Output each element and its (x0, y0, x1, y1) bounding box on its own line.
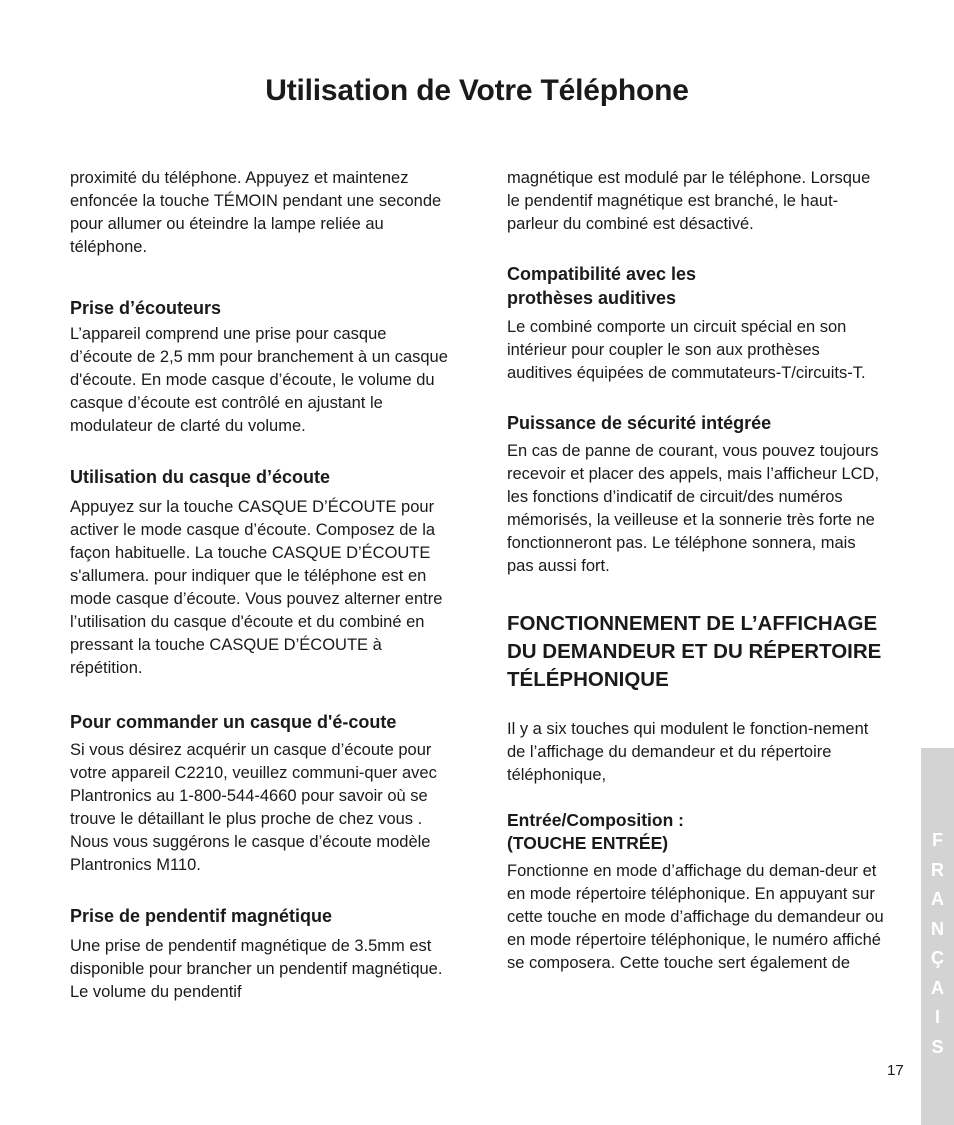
section-body-power-safety: En cas de panne de courant, vous pouvez toujours recevoir et placer des appels, mais l’afficheur LCD, les fonctions d’indicatif de circuit/des numéros mémorisés, la veilleuse et la sonnerie très forte ne fonctionneront pas. Le téléphone sonnera, mais pas aussi fort. (507, 442, 880, 575)
section-heading-headphone-jack: Prise d’écouteurs (70, 298, 222, 318)
page-number: 17 (887, 1062, 904, 1079)
right-column (507, 167, 885, 975)
page-title: Utilisation de Votre Téléphone (265, 74, 689, 107)
major-heading-caller-id: FONCTIONNEMENT DE L’AFFICHAGE DU DEMANDEUR ET DU RÉPERTOIRE TÉLÉPHONIQUE (507, 612, 882, 691)
section-body-headset-use: Appuyez sur la touche CASQUE D’ÉCOUTE pour activer le mode casque d’écoute. Composez de la façon habituelle. La touche CASQUE D’ÉCOUTE s'allumera. pour indiquer que le téléphone est en mode casque d’écoute. Vous pouvez alterner entre l’utilisation du casque d'écoute et du combiné en pressant la touche CASQUE D’ÉCOUTE à répétition. (70, 498, 443, 677)
section-body-enter-key: Fonctionne en mode d’affichage du deman-deur et en mode répertoire téléphonique. En appuyant sur cette touche en mode d’affichage du demandeur ou en mode répertoire téléphonique, le numéro affiché se composera. Cette touche sert également de (507, 862, 884, 972)
side-tab-letter: A (931, 889, 944, 909)
section-heading-power-safety: Puissance de sécurité intégrée (507, 413, 772, 433)
section-heading-magnetic-pendant: Prise de pendentif magnétique (70, 906, 333, 926)
side-tab-letter: A (931, 977, 944, 998)
left-column (70, 167, 448, 1004)
side-tab-letter: F (932, 830, 943, 850)
section-heading-hearing-aid: Compatibilité avec les prothèses auditives (507, 264, 697, 308)
section-body-order-headset: Si vous désirez acquérir un casque d’écoute pour votre appareil C2210, veuillez communi-quer avec Plantronics au 1-800-544-4660 pour savoir où se trouve le détaillant le plus proche de chez vous . Nous vous suggérons le casque d’écoute modèle Plantronics M110. (70, 741, 437, 874)
left-intro-paragraph: proximité du téléphone. Appuyez et maintenez enfoncée la touche TÉMOIN pendant une seconde pour allumer ou éteindre la lampe reliée au téléphone. (70, 169, 442, 256)
section-heading-order-headset: Pour commander un casque d'é-coute (70, 712, 397, 732)
side-tab-letter: S (931, 1036, 944, 1057)
side-tab-letter: Ç (931, 948, 944, 968)
section-body-magnetic-pendant: Une prise de pendentif magnétique de 3.5mm est disponible pour brancher un pendentif magnétique. Le volume du pendentif (70, 937, 443, 1001)
section-body-headphone-jack: L’appareil comprend une prise pour casque d’écoute de 2,5 mm pour branchement à un casque d'écoute. En mode casque d’écoute, le volume du casque d’écoute est contrôlé en ajustant le modulateur de clarté du volume. (70, 325, 448, 435)
side-tab-letter: I (934, 1007, 940, 1027)
section-body-hearing-aid: Le combiné comporte un circuit spécial en son intérieur pour coupler le son aux prothèses auditives équipées de commutateurs-T/circuits-T. (507, 318, 866, 382)
language-side-tab-text (921, 826, 954, 1062)
major-intro-paragraph: Il y a six touches qui modulent le fonction-nement de l’affichage du demandeur et du répertoire téléphonique, (507, 720, 869, 784)
right-intro-paragraph: magnétique est modulé par le téléphone. Lorsque le pendentif magnétique est branché, le haut-parleur du combiné est désactivé. (507, 169, 871, 233)
side-tab-letter: N (931, 918, 944, 939)
section-heading-headset-use: Utilisation du casque d’écoute (70, 467, 331, 487)
language-side-tab (921, 748, 954, 1125)
section-heading-enter-key: Entrée/Composition : (TOUCHE ENTRÉE) (507, 810, 684, 853)
side-tab-letter: R (931, 859, 944, 880)
